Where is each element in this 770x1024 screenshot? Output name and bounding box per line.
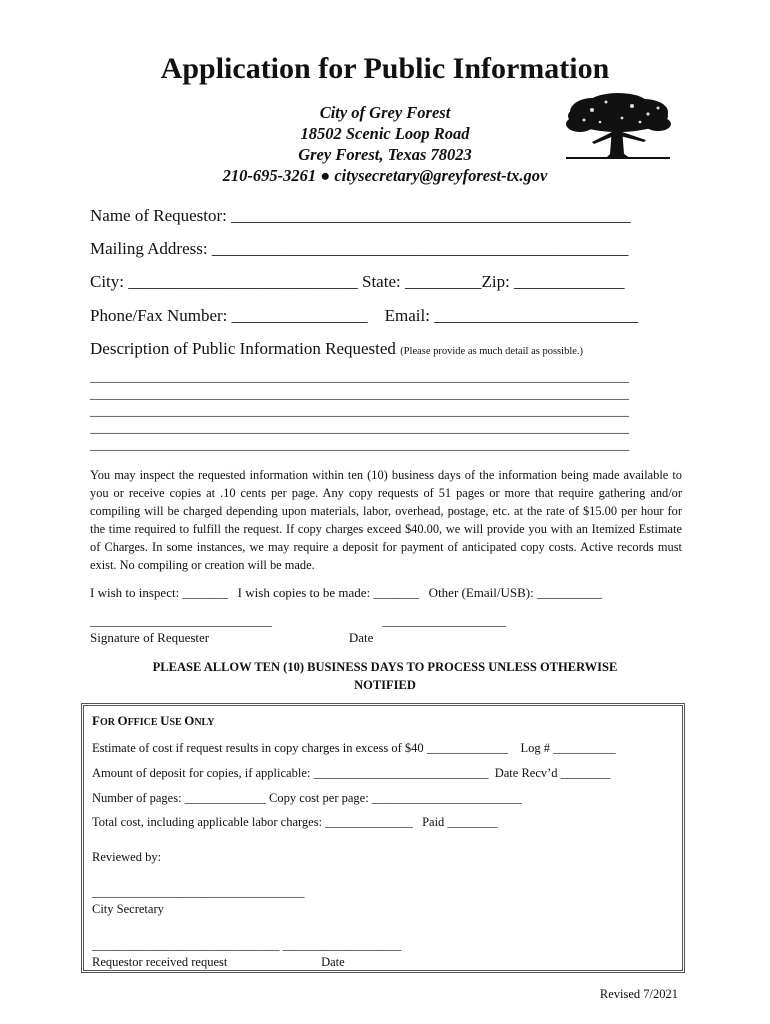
description-line-5[interactable]: _____________________________________________________________________________ bbox=[90, 438, 629, 453]
description-note: (Please provide as much detail as possible.) bbox=[400, 346, 584, 357]
office-use-heading: FOR OFFICE USE ONLY bbox=[92, 713, 215, 728]
requestor-received-label: Requestor received request Date bbox=[92, 955, 345, 969]
page-title: Application for Public Information bbox=[160, 52, 610, 85]
address-citystate: Grey Forest, Texas 78023 bbox=[298, 145, 472, 164]
description-line-3[interactable]: _____________________________________________________________________________ bbox=[90, 404, 629, 419]
requestor-received-line[interactable]: ______________________________ ___________________ bbox=[92, 938, 402, 952]
address-city: City of Grey Forest bbox=[319, 103, 451, 122]
description-label: Description of Public Information Requested bbox=[90, 339, 396, 358]
address-contact: 210-695-3261 ● citysecretary@greyforest-tx.gov bbox=[222, 166, 548, 185]
request-options-line[interactable]: I wish to inspect: _______ I wish copies to be made: _______ Other (Email/USB): __________ bbox=[90, 585, 602, 600]
signature-labels: Signature of Requester Date bbox=[90, 630, 374, 645]
description-line-1[interactable]: _____________________________________________________________________________ bbox=[90, 370, 629, 385]
description-line-2[interactable]: _____________________________________________________________________________ bbox=[90, 387, 629, 402]
reviewed-by-label: Reviewed by: bbox=[92, 850, 162, 864]
mailing-address-field[interactable]: Mailing Address: _________________________________________________ bbox=[90, 239, 629, 258]
address-street: 18502 Scenic Loop Road bbox=[300, 124, 470, 143]
terms-paragraph: You may inspect the requested information within ten (10) business days of the information being made available to you or receive copies at .10 cents per page. Any copy requests of 51 pages or more that require gathering and/or compiling will be charged depending upon materials, labor, overhead, postage, etc. at the rate of $15.00 per hour for the time required to fulfill the request. If copy charges exceed $40.00, we will provide you with an Itemized Estimate of Charges. In some instances, we may require a deposit for payment of anticipated copy costs. Active records must exist. No compiling or creation will be made. bbox=[90, 468, 682, 572]
total-cost-field[interactable]: Total cost, including applicable labor charges: ______________ Paid ________ bbox=[92, 815, 498, 829]
city-state-zip-field[interactable]: City: ___________________________ State: _________Zip: _____________ bbox=[90, 272, 625, 291]
notice-line-2: NOTIFIED bbox=[354, 678, 416, 692]
description-line-4[interactable]: _____________________________________________________________________________ bbox=[90, 421, 629, 436]
city-secretary-label: City Secretary bbox=[92, 902, 164, 916]
processing-notice bbox=[90, 658, 680, 694]
office-use-box bbox=[81, 703, 685, 973]
phone-email-field[interactable]: Phone/Fax Number: ________________ Email: ________________________ bbox=[90, 306, 639, 325]
deposit-field[interactable]: Amount of deposit for copies, if applicable: ____________________________ Date Recv’d ________ bbox=[92, 766, 611, 780]
revision-note: Revised 7/2021 bbox=[599, 987, 678, 1001]
oak-tree-logo bbox=[562, 92, 674, 164]
pages-field[interactable]: Number of pages: _____________ Copy cost per page: ________________________ bbox=[92, 791, 522, 805]
requestor-name-field[interactable]: Name of Requestor: _______________________________________________ bbox=[90, 206, 631, 225]
description-heading bbox=[90, 339, 583, 359]
city-secretary-line[interactable]: __________________________________ bbox=[92, 885, 305, 899]
estimate-field[interactable]: Estimate of cost if request results in copy charges in excess of $40 _____________ Log # __________ bbox=[92, 741, 616, 755]
notice-line-1: PLEASE ALLOW TEN (10) BUSINESS DAYS TO PROCESS UNLESS OTHERWISE bbox=[152, 660, 618, 674]
signature-lines[interactable]: ____________________________ ___________________ bbox=[90, 613, 506, 628]
